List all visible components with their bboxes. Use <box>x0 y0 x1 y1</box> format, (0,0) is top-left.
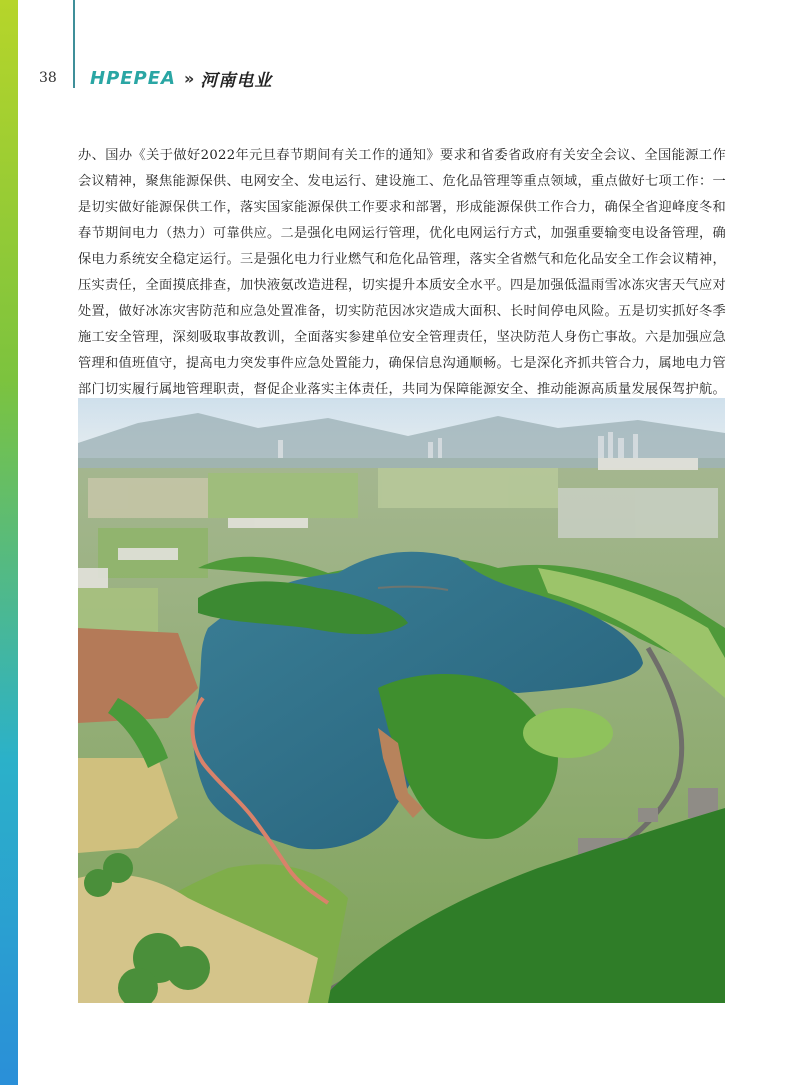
double-chevron-icon: » <box>183 68 195 88</box>
side-color-bar <box>0 0 18 1085</box>
aerial-lake-photo <box>78 398 725 1003</box>
article-text: 办、国办《关于做好2022年元旦春节期间有关工作的通知》要求和省委省政府有关安全会议、全国能源工作会议精神，聚焦能源保供、电网安全、发电运行、建设施工、危化品管理等重点领域，重点做好七项工作：一是切实做好能源保供工作，落实国家能源保供工作要求和部署，形成能源保供工作合力，确保全省迎峰度冬和春节期间电力（热力）可靠供应。二是强化电网运行管理，优化电网运行方式，加强重要输变电设备管理，确保电力系统安全稳定运行。三是强化电力行业燃气和危化品管理，落实全省燃气和危化品安全工作会议精神，压实责任，全面摸底排查，加快液氨改造进程，切实提升本质安全水平。四是加强低温雨雪冰冻灾害天气应对处置，做好冰冻灾害防范和应急处置准备，切实防范因冰灾造成大面积、长时间停电风险。五是切实抓好冬季施工安全管理，深刻吸取事故教训，全面落实参建单位安全管理责任，坚决防范人身伤亡事故。六是加强应急管理和值班值守，提高电力突发事件应急处置能力，确保信息沟通顺畅。七是深化齐抓共管合力，属地电力管部门切实履行属地管理职责，督促企业落实主体责任，共同为保障能源安全、推动能源高质量发展保驾护航。 <box>78 148 726 397</box>
page-number: 38 <box>39 70 57 86</box>
brand-logo: HPEPEA <box>90 67 176 89</box>
article-paragraph <box>78 143 726 429</box>
header-divider <box>73 0 75 88</box>
magazine-name: 河南电业 <box>200 70 273 91</box>
magazine-brand <box>90 66 272 90</box>
lake-landscape-illustration <box>78 398 725 1003</box>
